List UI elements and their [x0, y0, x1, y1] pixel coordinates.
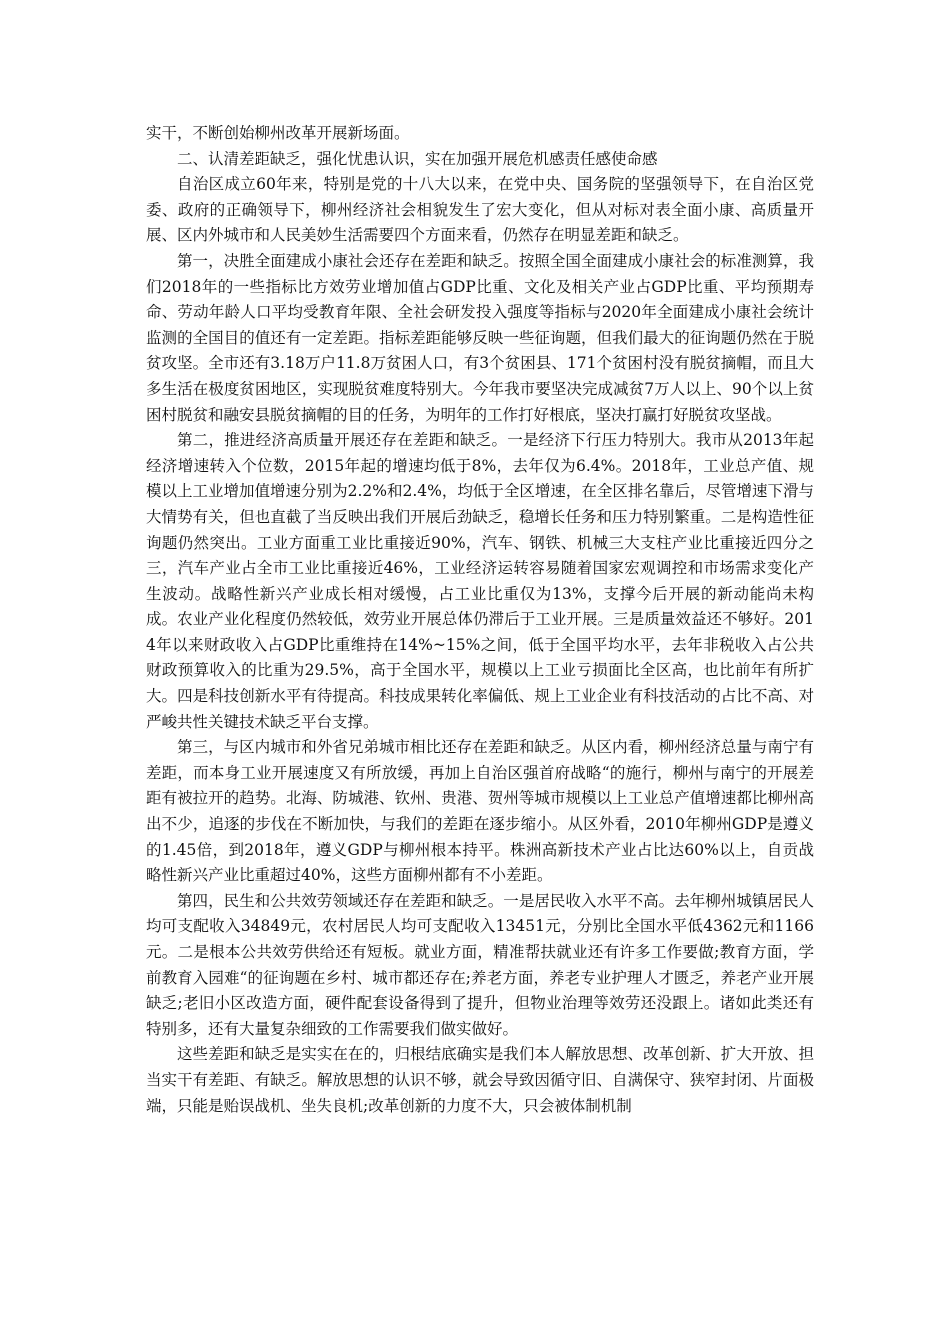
paragraph-second-point: 第二，推进经济高质量开展还存在差距和缺乏。一是经济下行压力特别大。我市从2013年起经济增速转入个位数，2015年起的增速均低于8%，去年仅为6.4%。2018年，工业总产值、规模以上工业增加值增速分别为2.2%和2.4%，均低于全区增速，在全区排名靠后，尽管增速下滑与大情势有关，但也直截了当反映出我们开展后劲缺乏，稳增长任务和压力特别繁重。二是构造性征询题仍然突出。工业方面重工业比重接近90%，汽车、钢铁、机械三大支柱产业比重接近四分之三，汽车产业占全市工业比重接近46%，工业经济运转容易随着国家宏观调控和市场需求变化产生波动。战略性新兴产业成长相对缓慢，占工业比重仅为13%，支撑今后开展的新动能尚未构成。农业产业化程度仍然较低，效劳业开展总体仍滞后于工业开展。三是质量效益还不够好。2014年以来财政收入占GDP比重维持在14%~15%之间，低于全国平均水平，去年非税收入占公共财政预算收入的比重为29.5%，高于全国水平，规模以上工业亏损面比全区高，也比前年有所扩大。四是科技创新水平有待提高。科技成果转化率偏低、规上工业企业有科技活动的占比不高、对严峻共性关键技术缺乏平台支撑。	[146, 431, 814, 731]
paragraph-conclusion: 这些差距和缺乏是实实在在的，归根结底确实是我们本人解放思想、改革创新、扩大开放、担当实干有差距、有缺乏。解放思想的认识不够，就会导致因循守旧、自满保守、狭窄封闭、片面极端，只能是贻误战机、坐失良机;改革创新的力度不大，只会被体制机制	[146, 1045, 814, 1115]
paragraph-intro: 自治区成立60年来，特别是党的十八大以来，在党中央、国务院的坚强领导下，在自治区党委、政府的正确领导下，柳州经济社会相貌发生了宏大变化，但从对标对表全面小康、高质量开展、区内外城市和人民美妙生活需要四个方面来看，仍然存在明显差距和缺乏。	[146, 175, 814, 245]
paragraph-fourth-point: 第四，民生和公共效劳领域还存在差距和缺乏。一是居民收入水平不高。去年柳州城镇居民人均可支配收入34849元，农村居民人均可支配收入13451元，分别比全国水平低4362元和1166元。二是根本公共效劳供给还有短板。就业方面，精准帮扶就业还有许多工作要做;教育方面，学前教育入园难“的征询题在乡村、城市都还存在;养老方面，养老专业护理人才匮乏，养老产业开展缺乏;老旧小区改造方面，硬件配套设备得到了提升，但物业治理等效劳还没跟上。诸如此类还有特别多，还有大量复杂细致的工作需要我们做实做好。	[146, 891, 814, 1038]
paragraph-third-point: 第三，与区内城市和外省兄弟城市相比还存在差距和缺乏。从区内看，柳州经济总量与南宁有差距，而本身工业开展速度又有所放缓，再加上自治区强首府战略“的施行，柳州与南宁的开展差距有被拉开的趋势。北海、防城港、钦州、贵港、贺州等城市规模以上工业总产值增速都比柳州高出不少，追逐的步伐在不断加快，与我们的差距在逐步缩小。从区外看，2010年柳州GDP是遵义的1.45倍，到2018年，遵义GDP与柳州根本持平。株洲高新技术产业占比达60%以上，自贡战略性新兴产业比重超过40%，这些方面柳州都有不小差距。	[146, 738, 814, 885]
document-body	[146, 121, 814, 1119]
paragraph-continuation: 实干，不断创始柳州改革开展新场面。	[146, 124, 410, 142]
paragraph-first-point: 第一，决胜全面建成小康社会还存在差距和缺乏。按照全国全面建成小康社会的标准测算，我们2018年的一些指标比方效劳业增加值占GDP比重、文化及相关产业占GDP比重、平均预期寿命、劳动年龄人口平均受教育年限、全社会研发投入强度等指标与2020年全面建成小康社会统计监测的全国目的值还有一定差距。指标差距能够反映一些征询题，但我们最大的征询题仍然在于脱贫攻坚。全市还有3.18万户11.8万贫困人口，有3个贫困县、171个贫困村没有脱贫摘帽，而且大多生活在极度贫困地区，实现脱贫难度特别大。今年我市要坚决完成减贫7万人以上、90个以上贫困村脱贫和融安县脱贫摘帽的目的任务，为明年的工作打好根底，坚决打赢打好脱贫攻坚战。	[146, 251, 814, 424]
section-heading: 二、认清差距缺乏，强化忧患认识，实在加强开展危机感责任感使命感	[177, 149, 658, 168]
